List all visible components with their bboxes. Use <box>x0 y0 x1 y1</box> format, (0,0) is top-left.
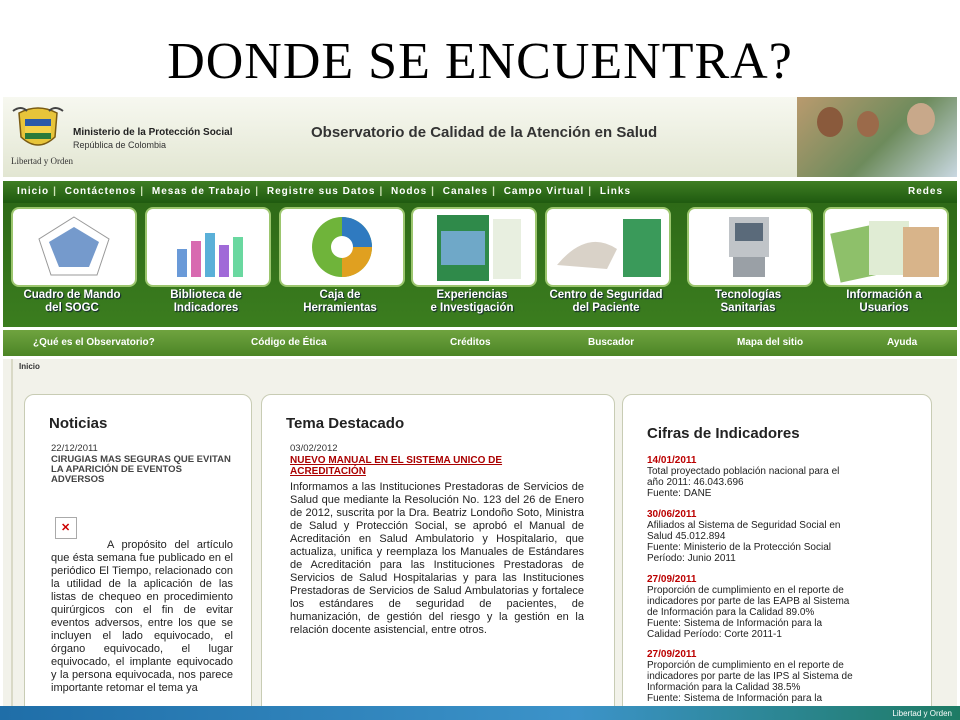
news-headline[interactable]: CIRUGIAS MAS SEGURAS QUE EVITAN LA APARICIÓN DE EVENTOS ADVERSOS <box>51 454 231 485</box>
tile-label: Centro de Seguridad del Paciente <box>549 289 663 314</box>
nav-links[interactable]: Links <box>599 186 632 197</box>
motto-text: Libertad y Orden <box>11 156 73 166</box>
radar-chart-icon <box>11 207 137 287</box>
featured-panel <box>261 394 615 720</box>
news-panel <box>24 394 252 720</box>
slide-title: DONDE SE ENCUENTRA? <box>167 33 793 90</box>
footer-bar <box>0 706 960 720</box>
subnav-buscador[interactable]: Buscador <box>588 337 635 348</box>
broken-image-icon: ✕ <box>55 517 77 539</box>
nav-registre-sus-datos[interactable]: Registre sus Datos <box>266 186 376 197</box>
nav-redes[interactable]: Redes <box>907 186 943 197</box>
indicator-date: 14/01/2011 <box>647 455 697 466</box>
subnav-que-es[interactable]: ¿Qué es el Observatorio? <box>33 337 155 348</box>
indicator-item: 14/01/2011 Total proyectado población nacional para el año 2011: 46.043.696 Fuente: DANE <box>647 455 897 499</box>
header-photo <box>797 97 957 177</box>
observatory-title: Observatorio de Calidad de la Atención en Salud <box>311 124 658 141</box>
indicators-panel <box>622 394 932 720</box>
nav-campo-virtual[interactable]: Campo Virtual <box>503 186 585 197</box>
tile-label: Cuadro de Mando del SOGC <box>23 289 121 314</box>
indicator-item: 27/09/2011 Proporción de cumplimiento en el reporte de indicadores por parte de las IPS al Sistema de Información para la Calidad 38.5% Fuente: Sistema de Información para la <box>647 649 897 704</box>
cycle-diagram-icon <box>279 207 405 287</box>
medical-device-icon <box>687 207 813 287</box>
top-navigation: Inicio | Contáctenos | Mesas de Trabajo | Registre sus Datos | Nodos | Canales | Campo Virtual | Links Redes <box>3 181 957 203</box>
bar-chart-icon <box>145 207 271 287</box>
tile-centro-de-seguridad[interactable] <box>541 207 671 323</box>
news-title: Noticias <box>49 415 108 432</box>
hands-icon <box>545 207 671 287</box>
featured-body: Informamos a las Instituciones Prestadoras de Servicios de Salud que mediante la Resolución No. 123 del 26 de Enero de 2012, suscrita por la Dra. Beatriz Londoño Soto, Ministra de Salud y Protección Social, se aprobó el Manual de Acreditación en Salud Ambulatorio y Hospitalario, que actualiza, unifica y reemplaza los Manuales de Estándares de Acreditación para las Instituciones Prestadoras de Servicios de Salud Hospitalarias y para las Instituciones Prestadoras de Servicios de Salud Ambulatorias y fortalece los estándares de seguridad de pacientes, de humanización, de gestión del riesgo y la gestión en la relación docente asistencial, entre otros. <box>290 481 584 636</box>
featured-title: Tema Destacado <box>286 415 405 432</box>
ministry-name[interactable]: Ministerio de la Protección Social <box>73 127 233 138</box>
nav-canales[interactable]: Canales <box>442 186 489 197</box>
tile-label: Información a Usuarios <box>846 289 922 314</box>
nav-inicio[interactable]: Inicio <box>17 186 50 197</box>
indicator-date: 27/09/2011 <box>647 574 697 585</box>
subnav-mapa-del-sitio[interactable]: Mapa del sitio <box>737 337 804 348</box>
featured-date: 03/02/2012 <box>290 443 338 454</box>
nav-contactenos[interactable]: Contáctenos <box>64 186 137 197</box>
news-body: A propósito del artículo que ésta semana fue publicado en el periódico El Tiempo, relacionado con la utilidad de la aplicación de las listas de chequeo en procedimiento quirúrgicos con el fin de evitar eventos adversos, entre los que se incluyen el lado equivocado, el órgano equivocado, el lugar equivocado, el implante equivocado y la persona equivocada, nos parece importante retomar el tema ya <box>51 539 233 694</box>
website-screenshot <box>3 97 957 720</box>
tile-caja-de-herramientas[interactable] <box>275 207 405 323</box>
tile-biblioteca-de-indicadores[interactable] <box>141 207 271 323</box>
indicator-date: 30/06/2011 <box>647 509 697 520</box>
feature-tiles <box>3 203 957 327</box>
tile-label: Biblioteca de Indicadores <box>170 289 242 314</box>
republic-name: República de Colombia <box>73 140 167 150</box>
subnav-creditos[interactable]: Créditos <box>450 337 491 348</box>
featured-link[interactable]: NUEVO MANUAL EN EL SISTEMA UNICO DE ACREDITACIÓN <box>290 455 503 477</box>
indicator-item: 30/06/2011 Afiliados al Sistema de Seguridad Social en Salud 45.012.894 Fuente: Ministerio de la Protección Social Período: Junio 2011 <box>647 509 897 564</box>
nav-nodos[interactable]: Nodos <box>391 186 428 197</box>
site-header <box>3 97 957 177</box>
nav-mesas-de-trabajo[interactable]: Mesas de Trabajo <box>151 186 252 197</box>
tile-label: Experiencias e Investigación <box>430 289 514 314</box>
tile-cuadro-de-mando[interactable] <box>7 207 137 323</box>
subnav-ayuda[interactable]: Ayuda <box>887 337 918 348</box>
tile-label: Tecnologías Sanitarias <box>714 289 782 314</box>
indicators-title: Cifras de Indicadores <box>647 425 800 442</box>
breadcrumb[interactable]: Inicio <box>19 362 40 371</box>
subnav-codigo-de-etica[interactable]: Código de Ética <box>251 337 327 348</box>
main-content <box>3 359 957 720</box>
brochures-icon <box>823 207 949 287</box>
indicator-date: 27/09/2011 <box>647 649 697 660</box>
divider <box>11 359 13 720</box>
tile-tecnologias-sanitarias[interactable] <box>683 207 813 323</box>
footer-motto: Libertad y Orden <box>892 709 952 718</box>
tile-informacion-a-usuarios[interactable] <box>819 207 949 323</box>
tile-label: Caja de Herramientas <box>303 289 377 314</box>
news-date: 22/12/2011 <box>51 443 98 454</box>
indicator-item: 27/09/2011 Proporción de cumplimiento en el reporte de indicadores por parte de las EAPB al Sistema de Información para la Calidad 89.0% Fuente: Sistema de Información para la Calidad Período: Corte 2011-1 <box>647 574 897 640</box>
coat-of-arms-icon <box>11 103 65 155</box>
booklet-icon <box>411 207 537 287</box>
tile-experiencias[interactable] <box>407 207 537 323</box>
secondary-navigation <box>3 330 957 356</box>
